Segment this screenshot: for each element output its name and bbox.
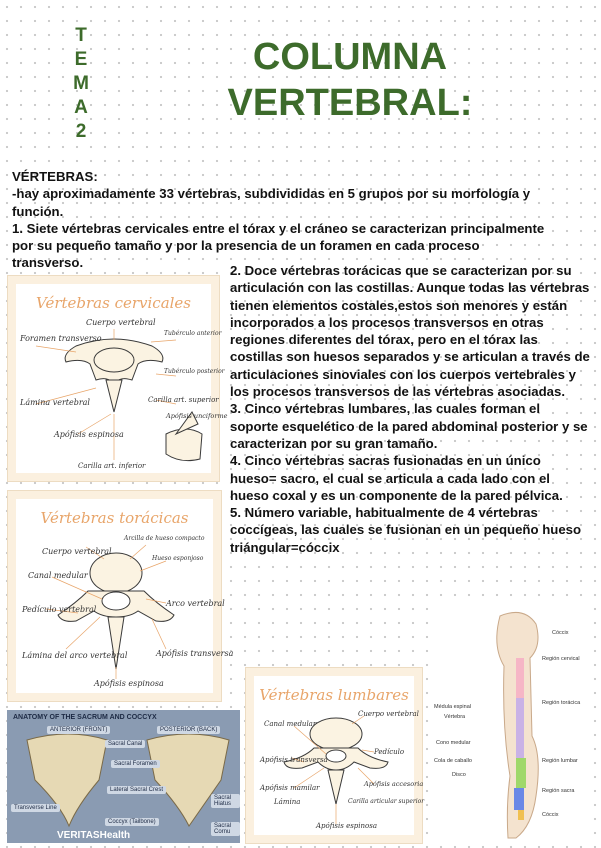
label-lamina-vertebral: Lámina vertebral xyxy=(20,398,90,407)
label-lamina: Lámina xyxy=(274,798,301,806)
text-paragraph: 5. Número variable, habitualmente de 4 vértebras coccígeas, las cuales se fusionan en un pequeño hueso triángular=cóccix xyxy=(230,505,582,555)
label-tuberculo-anterior: Tubérculo anterior xyxy=(164,330,222,337)
tema-letter: 2 xyxy=(75,121,87,142)
label-apofisis-unciforme: Apófisis unciforme xyxy=(166,412,228,420)
card-canvas xyxy=(16,284,228,473)
label-pediculo: Pedículo xyxy=(374,748,405,756)
label-hueso-esponjoso: Hueso esponjoso xyxy=(152,555,204,562)
text-paragraph: 2. Doce vértebras torácicas que se caracterizan por su articulación con las costillas. Aunque todas las vértebras tienen elementos costales,estos son menores y están incorporados a los procesos transversos en otras regiones diferentes del tórax, pero en el tórax las costillas son huesos separados y se articulan a través de articulaciones sinoviales con los cuerpos vertebrales y los procesos transversos de las vértebras asociadas. xyxy=(230,263,590,400)
text-paragraph: VÉRTEBRAS: xyxy=(12,169,98,184)
label-sacral-canal: Sacral Canal xyxy=(105,740,145,748)
label-arcilla-hueso-compacto: Arcilla de hueso compacto xyxy=(124,535,205,542)
label-apofisis-espinosa: Apófisis espinosa xyxy=(94,679,164,688)
label-canal-medular: Canal medular xyxy=(28,571,88,580)
label-carilla-art-superior: Carilla art. superior xyxy=(148,396,219,404)
label-vertebra: Vértebra xyxy=(444,714,466,720)
page-title xyxy=(200,34,500,126)
label-coccyx: Coccyx (Tailbone) xyxy=(105,818,159,826)
card-title: Vértebras lumbares xyxy=(259,686,409,704)
lumbar-vertebra-card xyxy=(245,667,423,844)
title-line-1: COLUMNA xyxy=(252,36,448,78)
label-medula-espinal: Médula espinal xyxy=(434,704,471,710)
intro-text xyxy=(12,168,572,272)
label-sacral-hiatus: Sacral Hiatus xyxy=(211,794,240,808)
label-canal-medular: Canal medular xyxy=(264,720,317,728)
label-cuerpo-vertebral: Cuerpo vertebral xyxy=(42,547,112,556)
label-posterior: POSTERIOR (BACK) xyxy=(157,726,220,734)
label-coccix: Cóccix xyxy=(542,812,559,818)
label-tuberculo-posterior: Tubérculo posterior xyxy=(164,368,225,375)
diagram-header: ANATOMY OF THE SACRUM AND COCCYX xyxy=(13,714,157,721)
title-line-2: VERTEBRAL: xyxy=(227,82,473,124)
text-paragraph: 3. Cinco vértebras lumbares, las cuales forman el soporte esquelético de la pared abdominal posterior y se caracterizan por su gran tamaño. xyxy=(230,401,588,451)
card-canvas xyxy=(254,676,425,835)
label-carilla-art-inferior: Carilla art. inferior xyxy=(78,462,146,470)
label-cono-medular: Cono medular xyxy=(436,740,471,746)
label-lateral-sacral-crest: Lateral Sacral Crest xyxy=(107,786,166,794)
tema-label xyxy=(72,24,90,144)
spine-illustration xyxy=(432,606,592,844)
label-lamina-arco-vertebral: Lámina del arco vertebral xyxy=(22,651,128,660)
card-title: Vértebras cervicales xyxy=(35,294,192,312)
label-anterior: ANTERIOR (FRONT) xyxy=(47,726,110,734)
label-sacral-foramen: Sacral Foramen xyxy=(111,760,160,768)
label-apofisis-mamilar: Apófisis mamilar xyxy=(260,784,320,792)
label-coccix-top: Cóccix xyxy=(552,630,569,636)
card-title: Vértebras torácicas xyxy=(40,509,189,527)
text-paragraph: -hay aproximadamente 33 vértebras, subdivididas en 5 grupos por su morfología y función. xyxy=(12,186,531,219)
label-transverse-line: Transverse Line xyxy=(11,804,60,812)
label-foramen-transverso: Foramen transverso xyxy=(20,334,102,343)
text-paragraph: 1. Siete vértebras cervicales entre el tórax y el cráneo se caracterizan principalmente por su pequeño tamaño y por la presencia de un foramen en cada proceso transverso. xyxy=(12,220,545,271)
vertebra-types-text xyxy=(230,262,590,556)
label-disco: Disco xyxy=(452,772,466,778)
tema-letter: E xyxy=(74,49,88,70)
tema-letter: M xyxy=(73,73,89,94)
label-apofisis-accesoria: Apófisis accesoria xyxy=(364,780,424,788)
thoracic-vertebra-illustration xyxy=(16,499,215,695)
sacrum-coccyx-diagram xyxy=(7,710,240,843)
label-region-lumbar: Región lumbar xyxy=(542,758,578,764)
label-cuerpo-vertebral: Cuerpo vertebral xyxy=(86,318,156,327)
label-arco-vertebral: Arco vertebral xyxy=(166,599,225,608)
text-paragraph: 4. Cinco vértebras sacras fusionadas en un único hueso= sacro, el cual se articula a cada lado con el hueso coxal y es un componente de la pared pélvica. xyxy=(230,453,563,503)
label-region-cervical: Región cervical xyxy=(542,656,580,662)
tema-letter: A xyxy=(74,97,88,118)
label-apofisis-transversa: Apófisis transversa xyxy=(156,649,234,658)
label-cola-de-caballo: Cola de caballo xyxy=(434,758,472,764)
card-canvas xyxy=(16,499,234,693)
label-region-sacra: Región sacra xyxy=(542,788,575,794)
label-apofisis-espinosa: Apófisis espinosa xyxy=(54,430,124,439)
tema-letter: T xyxy=(75,25,87,46)
label-pediculo-vertebral: Pedículo vertebral xyxy=(22,605,97,614)
label-carilla-articular-superior: Carilla articular superior xyxy=(348,798,425,805)
label-cuerpo-vertebral: Cuerpo vertebral xyxy=(358,710,419,718)
cervical-vertebra-card xyxy=(7,275,228,482)
label-apofisis-espinosa: Apófisis espinosa xyxy=(316,822,378,830)
veritas-logo: VERITASHealth xyxy=(57,830,131,841)
label-region-toracica: Región torácica xyxy=(542,700,581,706)
label-apofisis-transversa: Apófisis transversa xyxy=(260,756,328,764)
label-sacral-cornu: Sacral Cornu xyxy=(211,822,240,836)
thoracic-vertebra-card xyxy=(7,490,234,702)
spine-regions-diagram xyxy=(432,606,592,844)
cervical-vertebra-illustration xyxy=(16,284,213,475)
